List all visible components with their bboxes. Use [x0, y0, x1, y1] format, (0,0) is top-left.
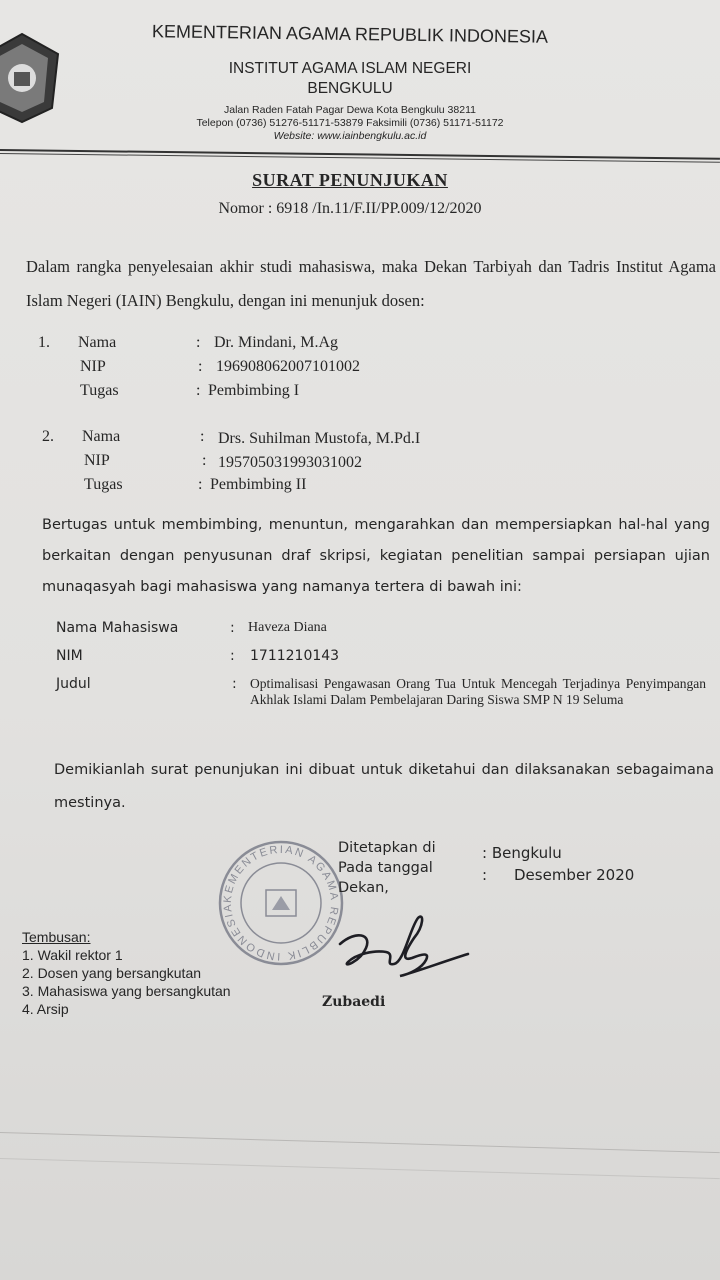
tugas-label: Tugas [84, 476, 123, 493]
header-address: Jalan Raden Fatah Pagar Dewa Kota Bengkulu 38211 [224, 104, 476, 116]
lecturer-number: 1. [38, 334, 50, 351]
date-label: Pada tanggal [338, 860, 433, 876]
tembusan-item: 3. Mahasiswa yang bersangkutan [22, 983, 231, 999]
student-name-label: Nama Mahasiswa [56, 620, 179, 636]
header-contact [160, 104, 540, 143]
lecturer-block-1 [0, 334, 720, 414]
colon: : [200, 428, 205, 445]
lecturer-role: Pembimbing I [208, 382, 300, 399]
signature-date: Desember 2020 [514, 866, 635, 884]
lecturer-nip: 196908062007101002 [216, 358, 360, 375]
header-city: BENGKULU [307, 80, 393, 97]
assignment-paragraph: Bertugas untuk membimbing, menuntun, mengarahkan dan mempersiapkan hal-hal yang berkaitan dengan penyusunan draf skripsi, kegiatan penelitian sampai persiapan ujian munaqasyah bagi mahasiswa yang namanya tertera di bawah ini: [42, 517, 710, 595]
stamp-text: KEMENTERIAN AGAMA REPUBLIK INDONESIA [221, 843, 341, 963]
lecturer-role: Pembimbing II [210, 476, 307, 493]
nama-label: Nama [78, 334, 117, 351]
colon: : [196, 382, 201, 399]
letter-number: Nomor : 6918 /In.11/F.II/PP.009/12/2020 [218, 200, 482, 217]
header-ministry: KEMENTERIAN AGAMA REPUBLIK INDONESIA [151, 21, 549, 47]
letter-title: SURAT PENUNJUKAN [252, 170, 448, 190]
dean-label: Dekan, [338, 880, 389, 896]
lecturer-block-2 [0, 428, 720, 508]
tembusan-title: Tembusan: [22, 929, 91, 945]
signatory-name: Zubaedi [322, 994, 386, 1010]
colon: : [202, 452, 207, 469]
lecturer-number: 2. [42, 428, 54, 445]
header-institute: INSTITUT AGAMA ISLAM NEGERI [228, 60, 472, 77]
paper-fold-line [0, 1132, 720, 1153]
colon: : [196, 334, 201, 351]
paper-fold-line [0, 1158, 720, 1179]
lecturer-nip: 195705031993031002 [218, 454, 362, 471]
colon: : [230, 620, 235, 636]
colon: : [198, 358, 203, 375]
nip-label: NIP [84, 452, 110, 469]
header-website: Website: www.iainbengkulu.ac.id [273, 130, 427, 142]
colon: : [230, 648, 235, 664]
nip-label: NIP [80, 358, 106, 375]
colon: : [198, 476, 203, 493]
lecturer-name: Drs. Suhilman Mustofa, M.Pd.I [218, 430, 421, 447]
student-thesis-title: Optimalisasi Pengawasan Orang Tua Untuk Mencegah Terjadinya Penyimpangan Akhlak Islami Dalam Pembelajaran Daring Siswa SMP N 19 Seluma [250, 676, 706, 707]
student-nim-label: NIM [56, 648, 83, 664]
student-block [0, 618, 720, 728]
place-label: Ditetapkan di [338, 840, 436, 856]
tembusan-item: 2. Dosen yang bersangkutan [22, 965, 202, 981]
tembusan-block [22, 928, 231, 1018]
tugas-label: Tugas [80, 382, 119, 399]
institution-logo [0, 30, 64, 126]
student-judul-label: Judul [56, 676, 91, 692]
tembusan-item: 1. Wakil rektor 1 [22, 947, 123, 963]
signature-date-colon: : [482, 866, 488, 884]
signature-place: : Bengkulu [482, 844, 562, 862]
handwritten-signature [326, 908, 476, 988]
tembusan-item: 4. Arsip [22, 1001, 69, 1017]
nama-label: Nama [82, 428, 121, 445]
student-name: Haveza Diana [248, 620, 327, 635]
closing-paragraph: Demikianlah surat penunjukan ini dibuat untuk diketahui dan dilaksanakan sebagaimana mestinya. [54, 762, 714, 811]
lecturer-name: Dr. Mindani, M.Ag [214, 334, 338, 351]
header-phone: Telepon (0736) 51276-51171-53879 Faksimili (0736) 51171-51172 [196, 117, 504, 129]
student-nim: 1711210143 [250, 648, 340, 664]
signature-labels [338, 838, 436, 898]
colon: : [232, 676, 237, 692]
intro-paragraph: Dalam rangka penyelesaian akhir studi mahasiswa, maka Dekan Tarbiyah dan Tadris Institut Agama Islam Negeri (IAIN) Bengkulu, dengan ini menunjuk dosen: [26, 257, 716, 310]
